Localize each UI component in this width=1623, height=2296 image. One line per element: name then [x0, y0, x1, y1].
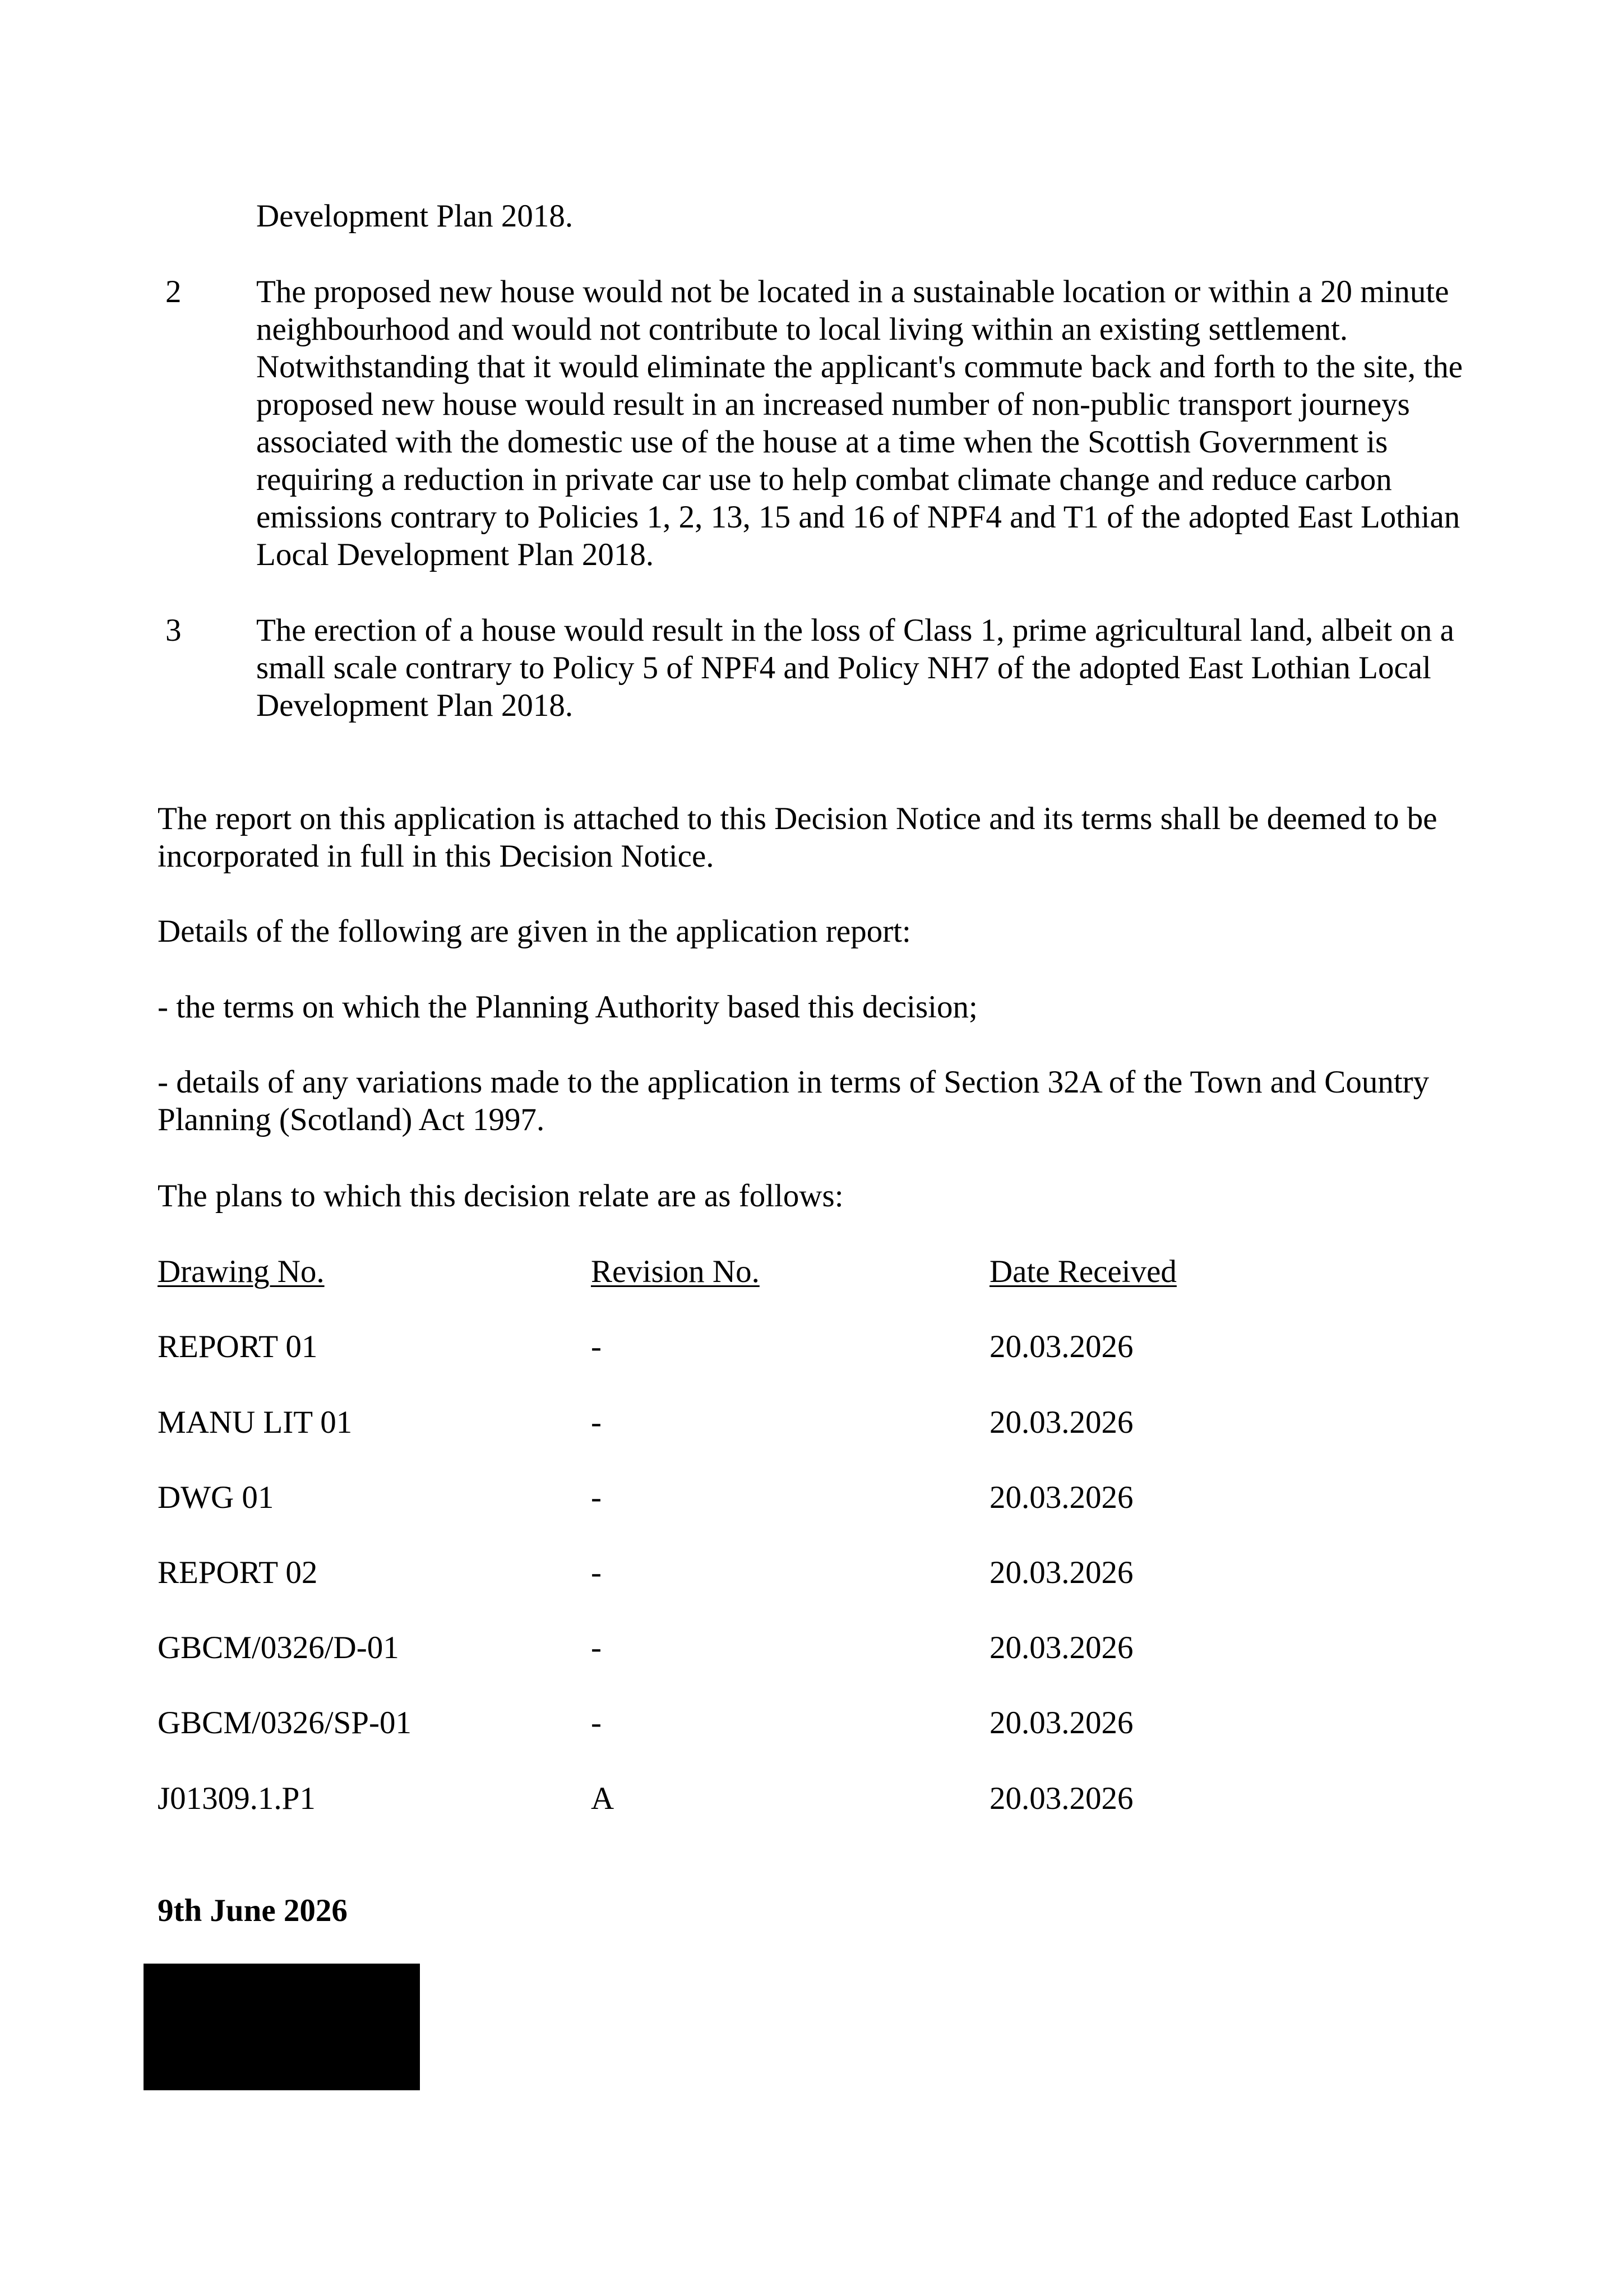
drawing-no-cell: MANU LIT 01 [158, 1405, 353, 1440]
drawing-no-cell: J01309.1.P1 [158, 1781, 316, 1816]
date-received-cell: 20.03.2026 [989, 1630, 1134, 1665]
drawing-no-cell: DWG 01 [158, 1480, 274, 1515]
date-received-cell: 20.03.2026 [989, 1555, 1134, 1590]
drawing-no-cell: REPORT 01 [158, 1329, 318, 1364]
revision-no-cell: - [591, 1555, 602, 1590]
reason-number: 2 [165, 274, 182, 309]
revision-no-cell: - [591, 1480, 602, 1515]
revision-no-cell: - [591, 1405, 602, 1440]
date-received-header: Date Received [989, 1254, 1177, 1289]
decision-date: 9th June 2026 [158, 1893, 348, 1928]
date-received-cell: 20.03.2026 [989, 1781, 1134, 1816]
terms-bullet: - the terms on which the Planning Authority based this decision; [158, 989, 978, 1025]
drawing-no-cell: GBCM/0326/SP-01 [158, 1705, 411, 1740]
details-intro-paragraph: Details of the following are given in the application report: [158, 914, 911, 949]
date-received-cell: 20.03.2026 [989, 1405, 1134, 1440]
drawing-no-cell: GBCM/0326/D-01 [158, 1630, 399, 1665]
drawing-no-cell: REPORT 02 [158, 1555, 318, 1590]
variations-bullet: - details of any variations made to the application in terms of Section 32A of the Town and Country Planning (Scotland) Act 1997. [158, 1064, 1430, 1137]
reason-number: 3 [165, 613, 182, 648]
report-attached-paragraph: The report on this application is attached to this Decision Notice and its terms shall be deemed to be incorporated in full in this Decision Notice. [158, 801, 1437, 874]
drawing-no-header: Drawing No. [158, 1254, 325, 1289]
date-received-cell: 20.03.2026 [989, 1329, 1134, 1364]
date-received-cell: 20.03.2026 [989, 1705, 1134, 1740]
reason-text: The proposed new house would not be located in a sustainable location or within a 20 minute neighbourhood and would not contribute to local living within an existing settlement. Notwithstanding that it would eliminate the applicant's commute back and forth to the site, the proposed new house would result in an increased number of non-public transport journeys associated with the domestic use of the house at a time when the Scottish Government is requiring a reduction in private car use to help combat climate change and reduce carbon emissions contrary to Policies 1, 2, 13, 15 and 16 of NPF4 and T1 of the adopted East Lothian Local Development Plan 2018. [256, 274, 1463, 572]
revision-no-cell: - [591, 1329, 602, 1364]
revision-no-header: Revision No. [591, 1254, 760, 1289]
redacted-signature-block [144, 1964, 420, 2090]
plans-intro-paragraph: The plans to which this decision relate are as follows: [158, 1178, 844, 1214]
revision-no-cell: - [591, 1630, 602, 1665]
revision-no-cell: - [591, 1705, 602, 1740]
reason-text: The erection of a house would result in the loss of Class 1, prime agricultural land, albeit on a small scale contrary to Policy 5 of NPF4 and Policy NH7 of the adopted East Lothian Local Development Plan 2018. [256, 613, 1454, 723]
continuation-text: Development Plan 2018. [256, 198, 574, 234]
revision-no-cell: A [591, 1781, 614, 1816]
date-received-cell: 20.03.2026 [989, 1480, 1134, 1515]
